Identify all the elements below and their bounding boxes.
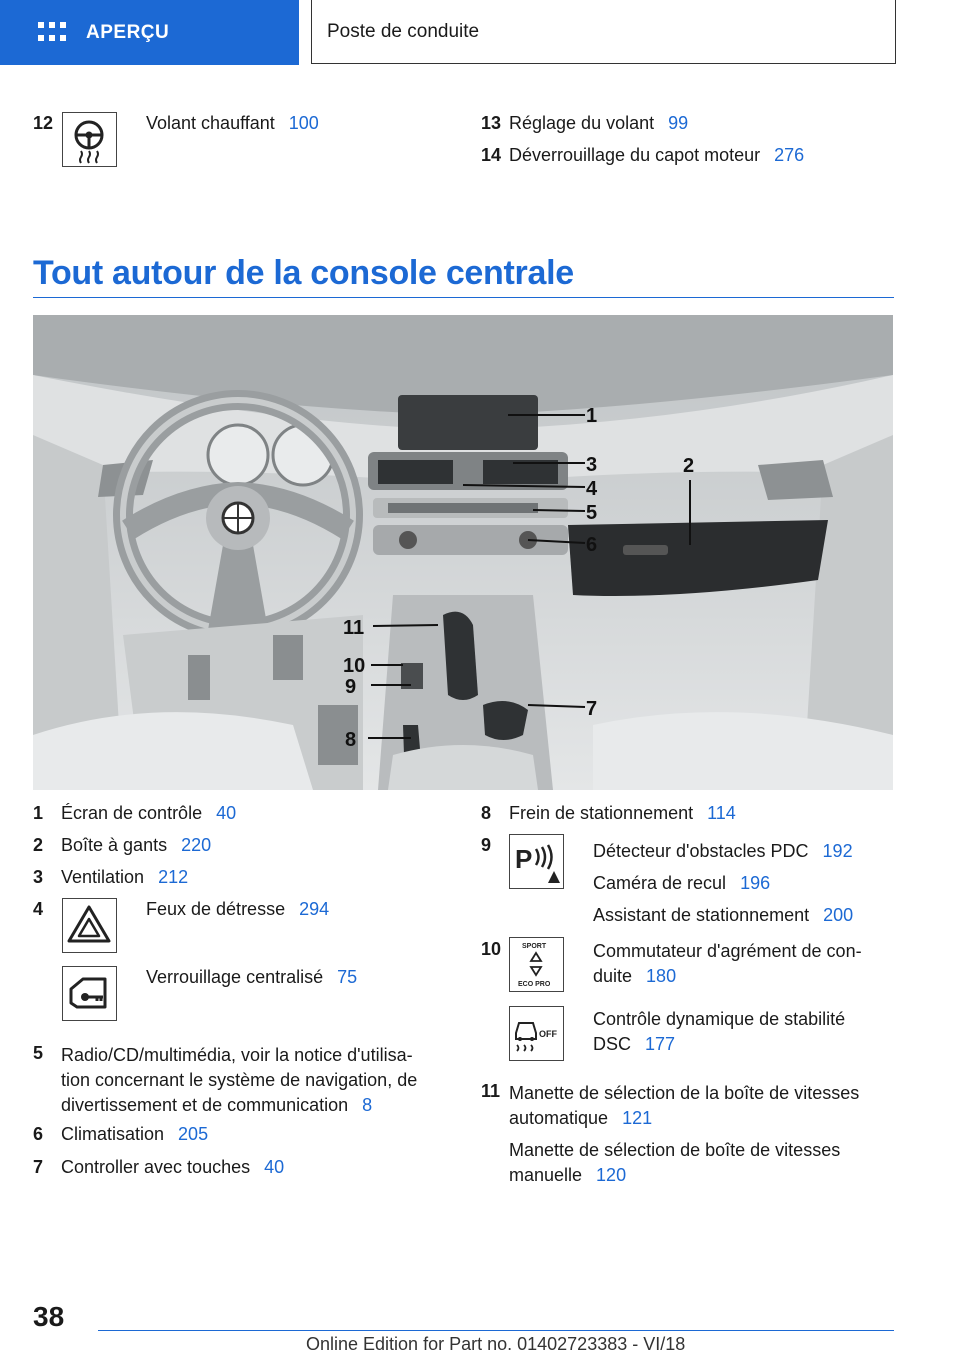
callout-9: 9 [345, 676, 357, 698]
item-1-label: Écran de contrôle [61, 803, 203, 823]
item-4a-label: Feux de détresse [146, 899, 286, 919]
item-4b-label: Verrouillage centralisé [146, 967, 324, 987]
item-6-page-link[interactable]: 205 [178, 1124, 209, 1144]
item-10-number: 10 [481, 939, 502, 959]
item-5-text [61, 1043, 451, 1118]
callout-1: 1 [586, 405, 598, 427]
item-13-page-link[interactable]: 99 [668, 113, 689, 133]
item-2-page-link[interactable]: 220 [181, 835, 212, 855]
title-divider [33, 297, 894, 298]
item-10b-line-2: DSC [593, 1034, 632, 1054]
item-10b-line-1: Contrôle dynamique de stabilité [593, 1009, 846, 1029]
item-14-page-link[interactable]: 276 [774, 145, 805, 165]
footer-edition: Online Edition for Part no. 01402723383 - VI/18 [306, 1334, 686, 1354]
callout-4: 4 [586, 478, 598, 500]
driving-experience-switch-icon [509, 937, 564, 992]
item-2-number: 2 [33, 835, 44, 855]
svg-text:P: P [515, 844, 533, 874]
item-8 [481, 803, 736, 824]
item-14-label: Déverrouillage du capot moteur [509, 145, 761, 165]
central-locking-icon [62, 966, 117, 1021]
item-5-page-link[interactable]: 8 [362, 1095, 373, 1115]
item-10a-line-2: duite [593, 966, 633, 986]
section-title-box [311, 0, 896, 64]
item-9c-label: Assistant de stationnement [593, 905, 810, 925]
item-12-text [146, 113, 319, 134]
callout-10: 10 [343, 655, 366, 677]
item-10b-page-link[interactable]: 177 [645, 1034, 676, 1054]
callout-11: 11 [343, 617, 365, 639]
footer-divider [98, 1330, 894, 1331]
item-5-line-2: tion concernant le système de navigation, de [61, 1070, 418, 1090]
item-10b-text [593, 1007, 845, 1057]
item-13 [481, 113, 688, 134]
item-4b-page-link[interactable]: 75 [337, 967, 358, 987]
callout-6: 6 [586, 534, 598, 556]
item-7-page-link[interactable]: 40 [264, 1157, 285, 1177]
item-11a-page-link[interactable]: 121 [622, 1108, 653, 1128]
item-9a-page-link[interactable]: 192 [822, 841, 853, 861]
item-11b-page-link[interactable]: 120 [596, 1165, 627, 1185]
item-11-number: 11 [481, 1081, 501, 1101]
section-title: Poste de conduite [327, 20, 480, 42]
page-title: Tout autour de la console centrale [33, 254, 574, 292]
grid-icon [38, 22, 66, 44]
item-11-text [509, 1081, 859, 1188]
item-9-number: 9 [481, 835, 492, 855]
item-9b-page-link[interactable]: 196 [740, 873, 771, 893]
item-4b-text [146, 967, 357, 988]
item-4a-page-link[interactable]: 294 [299, 899, 330, 919]
item-12-label: Volant chauffant [146, 113, 275, 133]
item-13-number: 13 [481, 113, 502, 133]
item-2-label: Boîte à gants [61, 835, 168, 855]
item-12-page-link[interactable]: 100 [288, 113, 319, 133]
item-10a-page-link[interactable]: 180 [646, 966, 677, 986]
overview-tab[interactable] [0, 0, 299, 65]
overview-tab-label: APERÇU [86, 21, 170, 43]
callout-2: 2 [683, 455, 695, 477]
item-6-number: 6 [33, 1124, 44, 1144]
driving-mode-sport: SPORT [522, 943, 547, 950]
hazard-warning-icon [62, 898, 117, 953]
heated-steering-wheel-icon [62, 112, 117, 167]
dsc-off-text: OFF [539, 1029, 557, 1039]
item-14-number: 14 [481, 145, 502, 165]
item-2 [33, 835, 211, 856]
item-1 [33, 803, 236, 824]
dsc-off-icon [509, 1006, 564, 1061]
item-3-label: Ventilation [61, 867, 145, 887]
item-8-label: Frein de stationnement [509, 803, 694, 823]
item-14 [481, 145, 804, 166]
driving-mode-eco-pro: ECO PRO [518, 981, 551, 988]
item-5-line-1: Radio/CD/multimédia, voir la notice d'utilisa- [61, 1045, 413, 1065]
item-5-number: 5 [33, 1043, 44, 1063]
callout-3: 3 [586, 454, 598, 476]
item-5-line-3: divertissement et de communication [61, 1095, 349, 1115]
item-6 [33, 1124, 208, 1145]
callout-7: 7 [586, 698, 598, 720]
item-4-number: 4 [33, 899, 44, 919]
item-10a-text [593, 939, 862, 989]
item-8-page-link[interactable]: 114 [707, 803, 736, 823]
callout-8: 8 [345, 729, 357, 751]
item-6-label: Climatisation [61, 1124, 165, 1144]
item-7-label: Controller avec touches [61, 1157, 251, 1177]
item-7-number: 7 [33, 1157, 44, 1177]
cockpit-illustration [33, 315, 893, 790]
item-3-page-link[interactable]: 212 [158, 867, 189, 887]
item-4a-text [146, 899, 329, 920]
item-9a-label: Détecteur d'obstacles PDC [593, 841, 809, 861]
page-number: 38 [33, 1301, 65, 1332]
item-7 [33, 1157, 284, 1178]
item-3-number: 3 [33, 867, 44, 887]
item-12-number: 12 [33, 113, 54, 133]
callout-5: 5 [586, 502, 598, 524]
item-9b-label: Caméra de recul [593, 873, 727, 893]
item-10a-line-1: Commutateur d'agrément de con- [593, 941, 862, 961]
item-13-label: Réglage du volant [509, 113, 655, 133]
item-8-number: 8 [481, 803, 492, 823]
item-1-page-link[interactable]: 40 [216, 803, 237, 823]
park-distance-control-icon [509, 834, 564, 889]
item-11a-line-1: Manette de sélection de la boîte de vitesses [509, 1083, 860, 1103]
item-9c-page-link[interactable]: 200 [823, 905, 854, 925]
item-1-number: 1 [33, 803, 44, 823]
item-11b-line-1: Manette de sélection de boîte de vitesses [509, 1140, 841, 1160]
item-9-text [593, 835, 853, 931]
item-3 [33, 867, 188, 888]
item-11b-line-2: manuelle [509, 1165, 583, 1185]
item-11a-line-2: automatique [509, 1108, 609, 1128]
